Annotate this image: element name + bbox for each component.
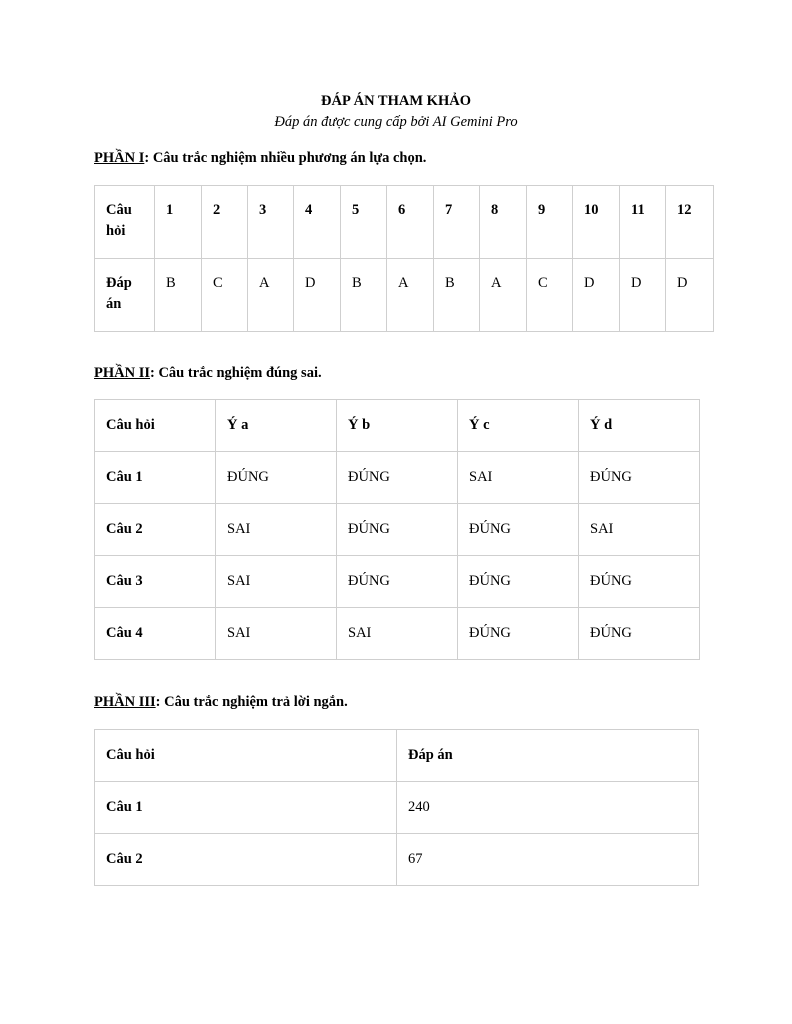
answer-cell: A (387, 259, 434, 332)
question-label-cell: Câu 1 (95, 452, 216, 504)
question-label-cell: Câu 2 (95, 834, 397, 886)
table-row (95, 834, 699, 886)
part2-table (94, 399, 700, 660)
question-label-cell: Câu 3 (95, 556, 216, 608)
column-header: Câu hỏi (95, 400, 216, 452)
question-label-cell: Câu 4 (95, 608, 216, 660)
answer-cell: B (341, 259, 387, 332)
answer-cell: D (666, 259, 714, 332)
question-number-cell: 11 (620, 186, 666, 259)
table-row (95, 556, 700, 608)
column-header: Ý a (216, 400, 337, 452)
answer-cell: 67 (397, 834, 699, 886)
question-number-cell: 12 (666, 186, 714, 259)
answer-cell: ĐÚNG (337, 452, 458, 504)
answer-cell: A (248, 259, 294, 332)
column-header: Ý c (458, 400, 579, 452)
answer-cell: C (527, 259, 573, 332)
question-number-cell: 7 (434, 186, 480, 259)
part3-table (94, 729, 699, 886)
part1-heading-text: : Câu trắc nghiệm nhiều phương án lựa chọn. (144, 150, 427, 166)
part1-question-row (95, 186, 714, 259)
part2-heading (94, 365, 322, 382)
row-header-line: án (106, 296, 122, 312)
page-title: ĐÁP ÁN THAM KHẢO (321, 93, 471, 109)
table-row (95, 608, 700, 660)
answer-cell: ĐÚNG (579, 452, 700, 504)
answer-cell: SAI (458, 452, 579, 504)
answer-cell: ĐÚNG (579, 608, 700, 660)
question-number-cell: 3 (248, 186, 294, 259)
row-header-line: hỏi (106, 223, 126, 239)
question-label-cell: Câu 1 (95, 782, 397, 834)
part1-row-header-answer (95, 259, 155, 332)
answer-cell: D (620, 259, 666, 332)
column-header: Ý d (579, 400, 700, 452)
answer-cell: C (202, 259, 248, 332)
question-number-cell: 4 (294, 186, 341, 259)
question-number-cell: 5 (341, 186, 387, 259)
table-header-row (95, 730, 699, 782)
answer-cell: SAI (216, 556, 337, 608)
part1-heading-label: PHẦN I (94, 150, 145, 166)
answer-cell: SAI (216, 504, 337, 556)
part3-heading-label: PHẦN III (94, 694, 156, 710)
question-number-cell: 2 (202, 186, 248, 259)
table-row (95, 504, 700, 556)
part3-heading (94, 694, 348, 711)
column-header: Đáp án (397, 730, 699, 782)
part3-heading-text: : Câu trắc nghiệm trả lời ngắn. (155, 694, 348, 710)
answer-cell: ĐÚNG (337, 556, 458, 608)
part1-table (94, 185, 714, 332)
part1-heading (94, 150, 426, 167)
answer-cell: D (573, 259, 620, 332)
question-number-cell: 10 (573, 186, 620, 259)
answer-cell: ĐÚNG (458, 556, 579, 608)
answer-cell: ĐÚNG (216, 452, 337, 504)
table-header-row (95, 400, 700, 452)
answer-cell: ĐÚNG (579, 556, 700, 608)
question-number-cell: 9 (527, 186, 573, 259)
answer-cell: SAI (337, 608, 458, 660)
table-row (95, 452, 700, 504)
part2-heading-text: : Câu trắc nghiệm đúng sai. (150, 365, 322, 381)
question-number-cell: 1 (155, 186, 202, 259)
answer-cell: SAI (579, 504, 700, 556)
column-header: Ý b (337, 400, 458, 452)
answer-cell: 240 (397, 782, 699, 834)
part2-heading-label: PHẦN II (94, 365, 150, 381)
row-header-line: Đáp (106, 275, 132, 291)
row-header-line: Câu (106, 202, 132, 218)
answer-cell: ĐÚNG (458, 608, 579, 660)
question-number-cell: 6 (387, 186, 434, 259)
answer-cell: ĐÚNG (458, 504, 579, 556)
answer-cell: D (294, 259, 341, 332)
column-header: Câu hỏi (95, 730, 397, 782)
page-subtitle: Đáp án được cung cấp bởi AI Gemini Pro (274, 114, 518, 130)
table-row (95, 782, 699, 834)
answer-cell: A (480, 259, 527, 332)
answer-cell: B (155, 259, 202, 332)
answer-cell: SAI (216, 608, 337, 660)
answer-cell: ĐÚNG (337, 504, 458, 556)
question-label-cell: Câu 2 (95, 504, 216, 556)
answer-cell: B (434, 259, 480, 332)
part1-answer-row (95, 259, 714, 332)
question-number-cell: 8 (480, 186, 527, 259)
part1-row-header-question (95, 186, 155, 259)
